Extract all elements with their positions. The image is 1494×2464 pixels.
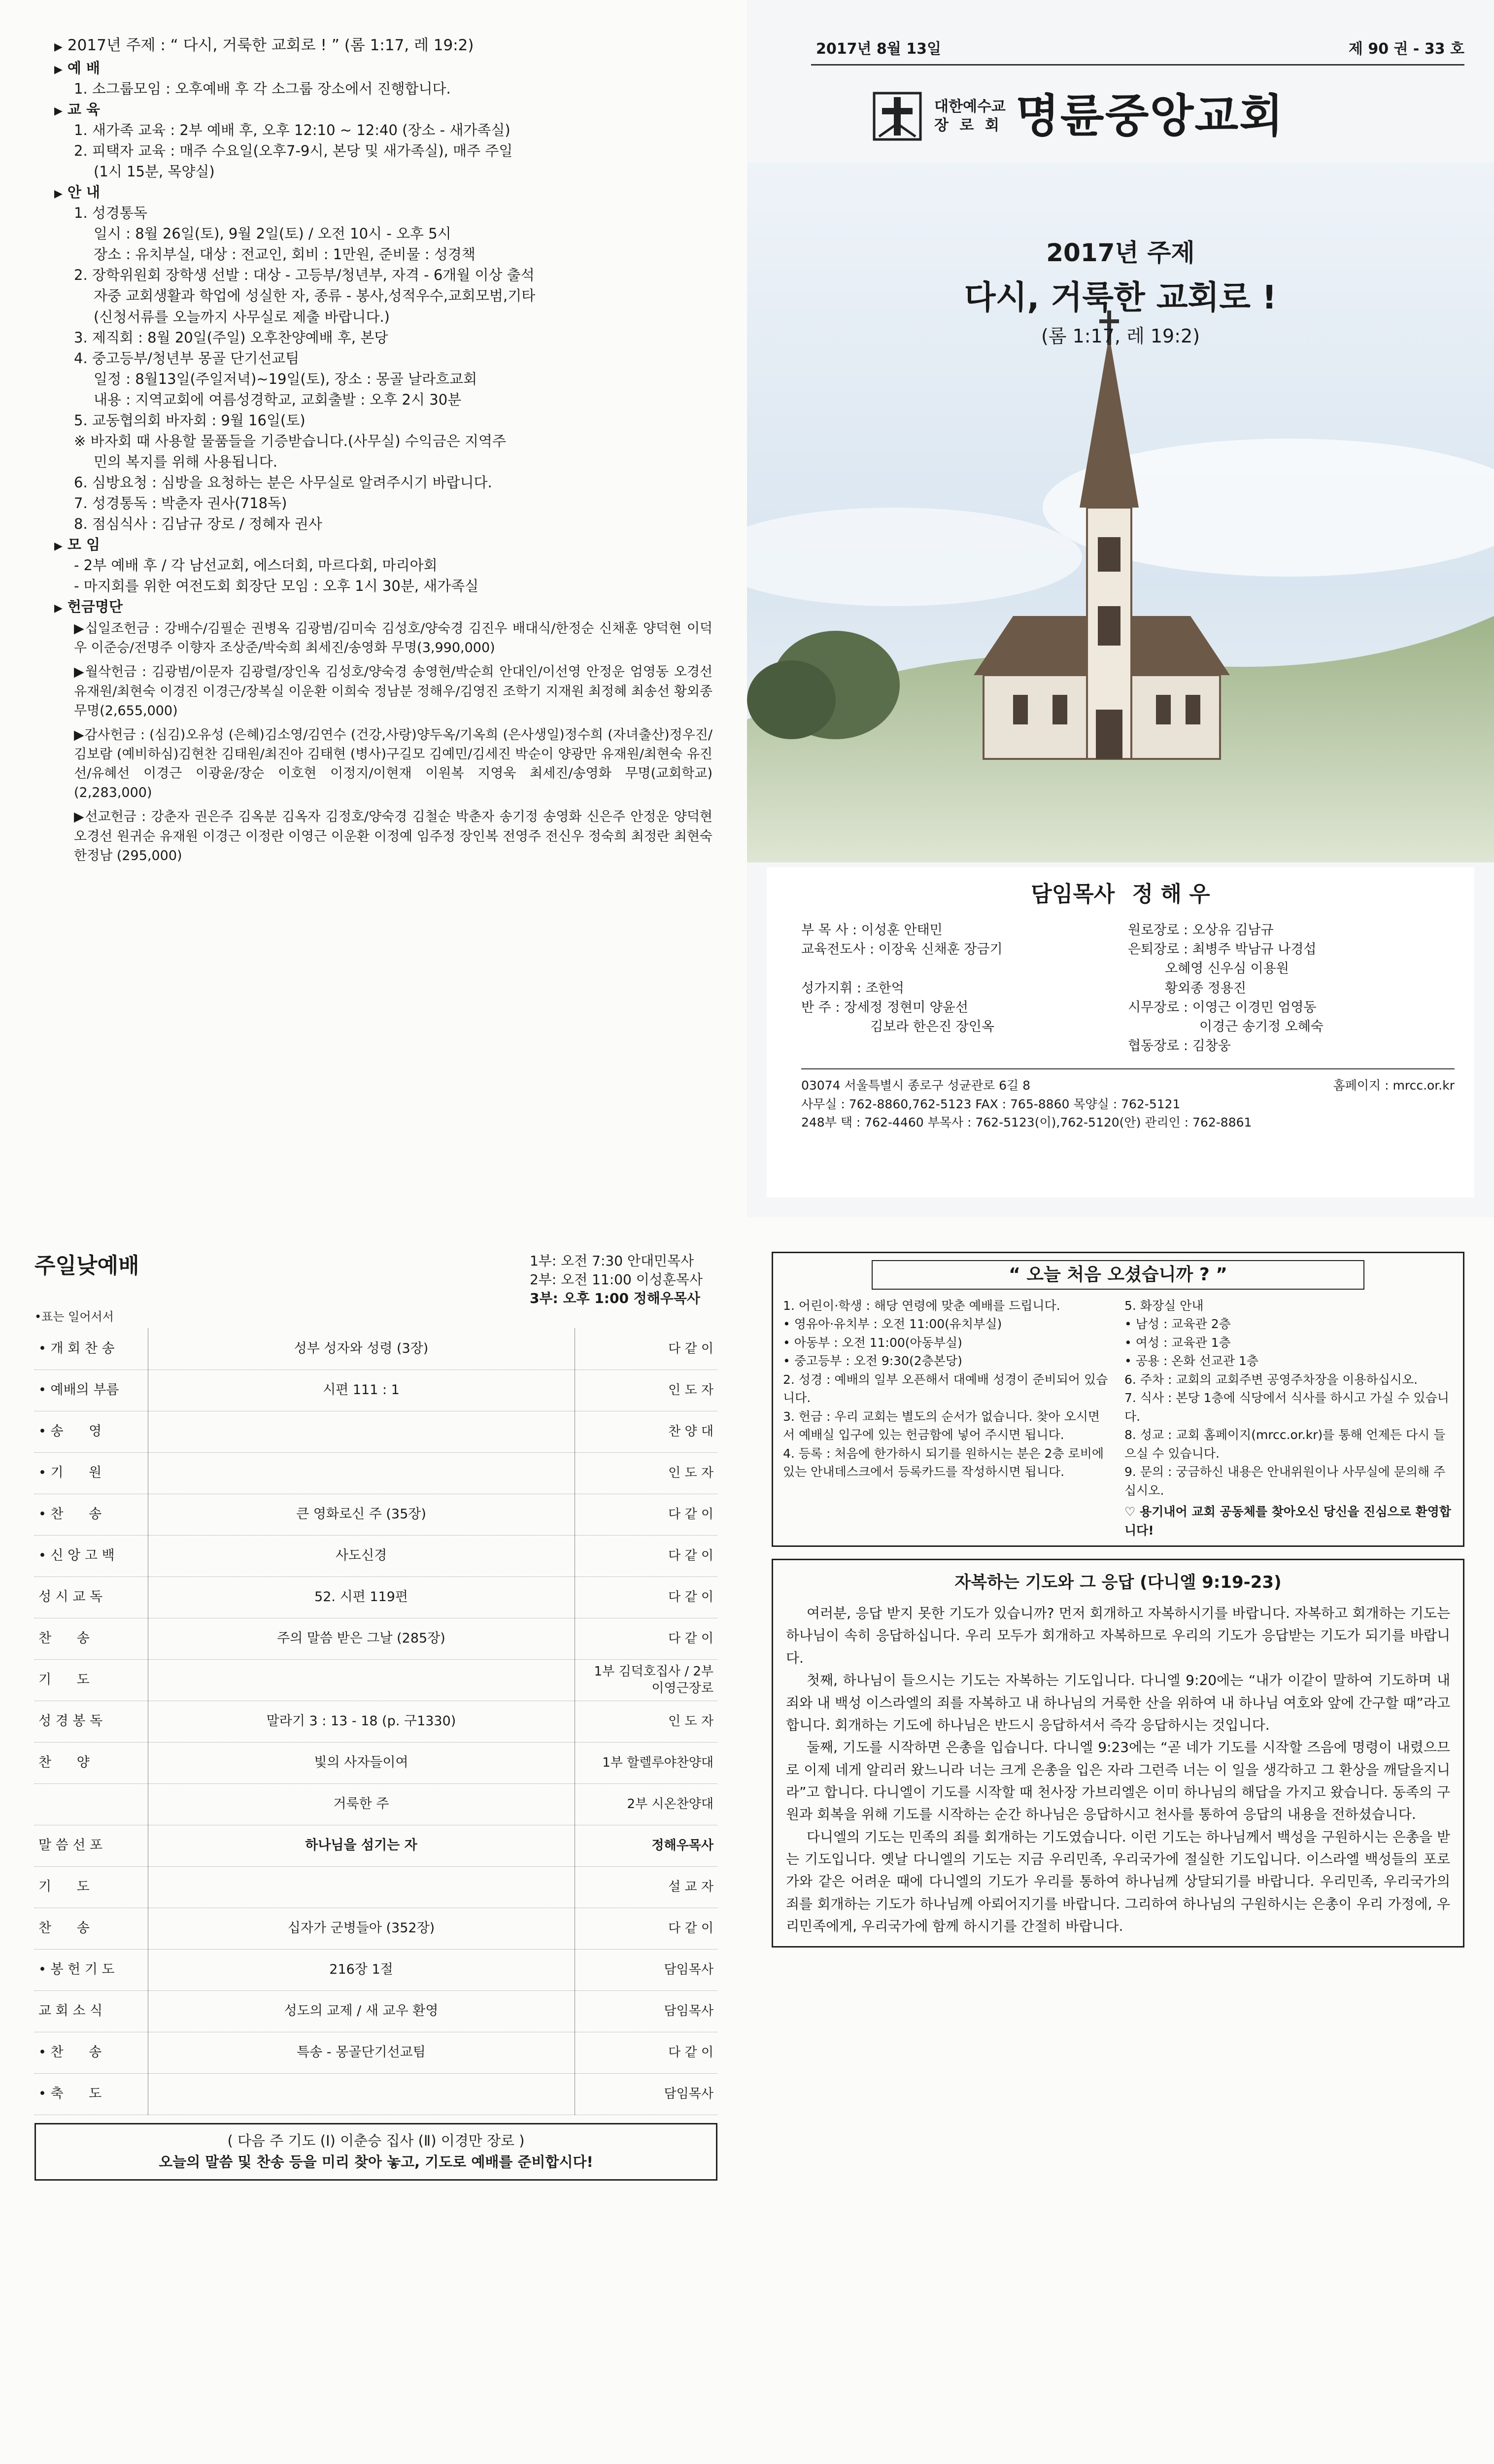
order-label: 찬 양 — [38, 1755, 90, 1771]
notice-item: 7. 성경통독 : 박춘자 권사(718독) — [74, 494, 287, 512]
cover-page — [747, 0, 1494, 1217]
welcome-item: 4. 등록 : 처음에 한가하시 되기를 원하시는 분은 2층 로비에 있는 안내데스크에서 등록카드를 작성하시면 됩니다. — [783, 1446, 1104, 1479]
sermon-paragraph: 둘째, 기도를 시작하면 은총을 입습니다. 다니엘 9:23에는 “곧 네가 기도를 시작할 즈음에 명령이 내렸으므로 이제 네게 알리러 왔느니라 너는 크게 은총을 입은 자라 그런즉 너는 이 일을 생각하고 그 환상을 깨달을지니라”고 합니다. 다니엘이 기도를 시작할 때 천사장 가브리엘은 이미 하나님의 해답을 가지고 왔습니다. 동족의 구원과 회복을 위해 기도를 시작하는 순간 하나님은 응답하시고 천사를 통하여 응답의 내용을 전하셨습니다. — [786, 1739, 1450, 1823]
order-row — [34, 1949, 717, 1990]
notice-item: 4. 중고등부/청년부 몽골 단기선교팀 — [74, 349, 300, 367]
welcome-item: 6. 주차 : 교회의 교회주변 공영주차장을 이용하십시오. — [1124, 1372, 1418, 1387]
order-row — [34, 1659, 717, 1701]
staff-cell: 오혜영 신우심 이용원 — [1165, 961, 1289, 977]
senior-pastor-label: 담임목사 — [1031, 882, 1115, 907]
order-performer: 다 같 이 — [668, 1589, 713, 1605]
page-title: 주일낮예배 — [34, 1253, 139, 1278]
address-line: 사무실 : 762-8860,762-5123 FAX : 765-8860 목양실 : 762-5121 — [801, 1096, 1181, 1111]
staff-cell: 은퇴장로 : 최병주 박남규 나경섭 — [1128, 942, 1317, 958]
order-row — [34, 1618, 717, 1659]
order-performer: 인 도 자 — [668, 1382, 713, 1398]
welcome-right — [1124, 1297, 1453, 1540]
edu-item: 1. 새가족 교육 : 2부 예배 후, 오후 12:10 ~ 12:40 (장소 - 새가족실) — [74, 122, 510, 139]
triangle-icon: ▶ — [54, 188, 63, 201]
order-content: 시편 111 : 1 — [148, 1369, 575, 1411]
order-content — [148, 2073, 575, 2115]
order-performer: 담임목사 — [664, 1962, 713, 1977]
triangle-icon: ▶ — [54, 602, 63, 615]
order-performer: 2부 시온찬양대 — [627, 1796, 713, 1812]
staff-cell: 황외종 정용진 — [1165, 980, 1247, 996]
triangle-icon: ▶ — [54, 41, 63, 53]
order-row — [34, 1825, 717, 1866]
notice-item: 1. 성경통독 — [74, 205, 147, 222]
order-content: 큰 영화로신 주 (35장) — [148, 1494, 575, 1535]
calendar-missions-page — [747, 2434, 1494, 2464]
order-label: • 예배의 부름 — [38, 1382, 119, 1398]
order-label: • 신 앙 고 백 — [38, 1548, 115, 1564]
order-label: 찬 송 — [38, 1920, 90, 1936]
address-line: 248부 택 : 762-4460 부목사 : 762-5123(이),762-5120(안) 관리인 : 762-8861 — [801, 1115, 1252, 1130]
order-label: • 찬 송 — [38, 1506, 102, 1522]
notice-item: 민의 복지를 위해 사용됩니다. — [94, 453, 278, 470]
notice-item: ※ 바자회 때 사용할 물품들을 기증받습니다.(사무실) 수익금은 지역주 — [74, 432, 507, 449]
welcome-item: 1. 어린이·학생 : 해당 연령에 맞춘 예배를 드립니다. — [783, 1298, 1060, 1313]
meeting-item: - 2부 예배 후 / 각 남선교회, 에스더회, 마르다회, 마리아회 — [74, 557, 438, 574]
order-label: 교 회 소 식 — [38, 2003, 103, 2019]
triangle-icon: ▶ — [54, 63, 63, 76]
section-notice: 안 내 — [67, 184, 101, 201]
order-content: 사도신경 — [148, 1535, 575, 1576]
welcome-item: 8. 성교 : 교회 홈페이지(mrcc.or.kr)를 통해 언제든 다시 들으실 수 있습니다. — [1124, 1428, 1446, 1461]
order-content: 십자가 군병들아 (352장) — [148, 1908, 575, 1949]
address-line: 03074 서울특별시 종로구 성균관로 6길 8 — [801, 1078, 1031, 1093]
order-content — [148, 1866, 575, 1908]
order-content: 거룩한 주 — [148, 1783, 575, 1825]
order-content — [148, 1659, 575, 1701]
order-content: 216장 1절 — [148, 1949, 575, 1990]
order-row — [34, 1701, 717, 1742]
order-label — [34, 1783, 148, 1825]
order-performer: 1부 김덕호집사 / 2부 이영근장로 — [594, 1664, 713, 1696]
notice-item: 장소 : 유치부실, 대상 : 전교인, 회비 : 1만원, 준비물 : 성경책 — [94, 246, 475, 263]
order-label: • 봉 헌 기 도 — [38, 1962, 115, 1978]
order-performer: 다 같 이 — [668, 1341, 713, 1356]
staff-cell: 교육전도사 : 이장욱 신채훈 장금기 — [801, 942, 1003, 958]
order-content: 성부 성자와 성령 (3장) — [148, 1328, 575, 1369]
section-offerings: 헌금명단 — [67, 598, 123, 616]
notice-item: 8. 점심식사 : 김남규 장로 / 정혜자 권사 — [74, 515, 322, 532]
welcome-item: 7. 식사 : 본당 1층에 식당에서 식사를 하시고 가실 수 있습니다. — [1124, 1391, 1449, 1424]
order-performer: 다 같 이 — [668, 1631, 713, 1646]
sermon-page — [747, 1217, 1494, 2434]
theme-line: 2017년 주제 : “ 다시, 거룩한 교회로 ! ” (롬 1:17, 레 19:2) — [67, 36, 474, 54]
order-content: 하나님을 섬기는 자 — [148, 1825, 575, 1866]
order-performer: 다 같 이 — [668, 2045, 713, 2060]
welcome-item: 3. 헌금 : 우리 교회는 별도의 순서가 없습니다. 찾아 오시면서 예배실 입구에 있는 헌금함에 넣어 주시면 됩니다. — [783, 1409, 1100, 1442]
offering-block: ▶감사헌금 : (심김)오유성 (은혜)김소영/김연수 (건강,사랑)양두옥/기옥희 (은사생일)정수희 (자녀출산)정우진/김보람 (예비하심)김현찬 김태원/최진아 김태현 (병사)구길모 김예민/김세진 박순이 양광만 유재원/최현숙 유진선/유혜선 이경근 이광윤/장순 이호현 이정지/이현재 이원복 지영욱 최세진/송영화 무명(교회학교)(2,283,000) — [74, 727, 713, 801]
bulletin-volume: 제 90 권 - 33 호 — [1348, 40, 1464, 58]
welcome-item: • 영유아·유치부 : 오전 11:00(유치부실) — [783, 1317, 1002, 1332]
worship-item: 1. 소그룹모임 : 오후예배 후 각 소그룹 장소에서 진행합니다. — [74, 80, 451, 97]
denomination-line: 대한예수교 — [934, 98, 1006, 116]
next-prayer: ( 다음 주 기도 (Ⅰ) 이춘승 집사 (Ⅱ) 이경만 장로 ) — [227, 2132, 525, 2149]
order-performer: 인 도 자 — [668, 1465, 713, 1480]
order-row — [34, 1494, 717, 1535]
section-meeting: 모 임 — [67, 536, 101, 553]
stand-note: •표는 일어서서 — [34, 1310, 114, 1324]
order-performer: 정해우목사 — [651, 1838, 713, 1853]
order-label: 기 도 — [38, 1672, 90, 1688]
welcome-item: • 공용 : 온화 선교관 1층 — [1124, 1354, 1259, 1369]
church-address — [801, 1068, 1455, 1132]
order-label: 성 경 봉 독 — [38, 1713, 103, 1729]
welcome-title: “ 오늘 처음 오셨습니까 ? ” — [872, 1260, 1364, 1290]
prepare-note: 오늘의 말씀 및 찬송 등을 미리 찾아 놓고, 기도로 예배를 준비합시다! — [159, 2154, 593, 2171]
order-label: • 기 원 — [38, 1465, 102, 1481]
staff-cell: 시무장로 : 이영근 이경민 엄영동 — [1128, 999, 1317, 1015]
church-logo-icon — [870, 89, 924, 143]
offering-block: ▶십일조헌금 : 강배수/김필순 권병옥 김광범/김미숙 김성호/양숙경 김진우 배대식/한정순 신채훈 양덕현 이덕우 이준승/전명주 이향자 조상준/박숙희 최세진/송영화 무명(3,990,000) — [74, 621, 713, 656]
welcome-item: • 여성 : 교육관 1층 — [1124, 1335, 1231, 1350]
notice-item: 내용 : 지역교회에 여름성경학교, 교회출발 : 오후 2시 30분 — [94, 391, 462, 408]
order-row — [34, 1990, 717, 2032]
bulletin-date: 2017년 8월 13일 — [816, 40, 941, 58]
order-performer: 담임목사 — [664, 2086, 713, 2101]
staff-cell: 반 주 : 장세정 정현미 양윤선 — [801, 999, 968, 1015]
service-time: 1부: 오전 7:30 안대민목사 — [529, 1253, 694, 1269]
staff-list — [801, 921, 1455, 1056]
staff-cell: 김보라 한은진 장인옥 — [870, 1019, 994, 1034]
offering-block: ▶선교헌금 : 강춘자 권은주 김옥분 김옥자 김정호/양숙경 김철순 박춘자 송기정 송영화 신은주 안정운 양덕현 오경선 원귀순 유재원 이경근 이정란 이영근 이운환 이정예 임주정 장인복 전영주 전신우 정숙희 최정란 최현숙 한정남 (295,000) — [74, 809, 713, 863]
order-row — [34, 1576, 717, 1618]
notice-list — [54, 203, 713, 534]
order-performer: 다 같 이 — [668, 1920, 713, 1936]
order-row — [34, 1742, 717, 1783]
welcome-item: 9. 문의 : 궁금하신 내용은 안내위원이나 사무실에 문의해 주십시오. — [1124, 1465, 1446, 1498]
staff-cell: 부 목 사 : 이성훈 안태민 — [801, 923, 943, 938]
order-row — [34, 2073, 717, 2115]
order-content: 말라기 3 : 13 - 18 (p. 구1330) — [148, 1701, 575, 1742]
order-label: 찬 송 — [38, 1631, 90, 1646]
staff-cell: 성가지휘 : 조한억 — [801, 980, 904, 996]
order-label: • 찬 송 — [38, 2045, 102, 2060]
order-content: 성도의 교제 / 새 교우 환영 — [148, 1990, 575, 2032]
order-content: 특송 - 몽골단기선교팀 — [148, 2032, 575, 2073]
notice-item: (신청서류를 오늘까지 사무실로 제출 바랍니다.) — [94, 308, 390, 325]
order-performer: 설 교 자 — [668, 1879, 713, 1894]
order-label: 말 씀 선 포 — [38, 1838, 103, 1853]
edu-list — [54, 120, 713, 182]
welcome-item: 2. 성경 : 예배의 일부 오픈해서 대예배 성경이 준비되어 있습니다. — [783, 1372, 1108, 1405]
sermon-paragraph: 다니엘의 기도는 민족의 죄를 회개하는 기도였습니다. 이런 기도는 하나님께서 백성을 구원하시는 은총을 받는 기도입니다. 옛날 다니엘의 기도는 지금 우리민족, 우리국가에 절실한 기도입니다. 이스라엘 백성들의 포로가와 같은 어려운 때에 다니엘의 기도가 우리를 통하여 하나님께 상달되기를 바랍니다. 우리민족, 우리국가의 죄를 회개하는 기도가 하나님께 아뢰어지기를 바랍니다. 그리하여 하나님의 구원하시는 은총이 우리 가정에, 우리민족에게, 우리국가에 함께 하시기를 간절히 바랍니다. — [786, 1828, 1450, 1935]
staff-cell: 이경근 송기정 오혜숙 — [1199, 1019, 1324, 1034]
sunday-order-table — [34, 1328, 717, 2115]
notice-item: 일시 : 8월 26일(토), 9월 2일(토) / 오전 10시 - 오후 5시 — [94, 225, 451, 242]
order-performer: 1부 할렐루야찬양대 — [602, 1755, 713, 1770]
announcements-page — [0, 0, 747, 1217]
theme-title: 다시, 거룩한 교회로 ! — [964, 278, 1277, 316]
notice-item: 6. 심방요청 : 심방을 요청하는 분은 사무실로 알려주시기 바랍니다. — [74, 474, 492, 491]
service-times — [530, 1252, 703, 1307]
offering-block: ▶월삭헌금 : 김광범/이문자 김광렬/장인옥 김성호/양숙경 송영현/박순희 안대인/이선영 안정운 엄영동 오경선 유재원/최현숙 이경진 이경근/장복실 이운환 이희숙 정남분 정해우/김영진 조학기 지재원 최정혜 최송선 황외종 무명(2,655,000) — [74, 664, 713, 719]
order-content: 주의 말씀 받은 그날 (285장) — [148, 1618, 575, 1659]
order-performer: 인 도 자 — [668, 1713, 713, 1729]
denomination-line: 장 로 회 — [934, 116, 1002, 134]
order-content — [148, 1452, 575, 1494]
sermon-title: 자복하는 기도와 그 응답 (다니엘 9:19-23) — [954, 1573, 1282, 1593]
order-label: • 축 도 — [38, 2086, 102, 2102]
senior-pastor-name: 정 해 우 — [1132, 882, 1210, 907]
notice-item: 3. 제직회 : 8월 20일(주일) 오후찬양예배 후, 본당 — [74, 329, 388, 346]
triangle-icon: ▶ — [54, 540, 63, 553]
notice-item: 자중 교회생활과 학업에 성실한 자, 종류 - 봉사,성적우수,교회모범,기타 — [94, 287, 536, 305]
homepage: 홈페이지 : mrcc.or.kr — [1333, 1078, 1455, 1093]
order-row — [34, 1369, 717, 1411]
notice-item: 일정 : 8월13일(주일저녁)~19일(토), 장소 : 몽골 날라흐교회 — [94, 370, 477, 387]
order-performer: 담임목사 — [664, 2003, 713, 2019]
order-row — [34, 2032, 717, 2073]
order-performer: 다 같 이 — [668, 1548, 713, 1563]
sermon-paragraph: 여러분, 응답 받지 못한 기도가 있습니까? 먼저 회개하고 자복하시기를 바랍니다. 자복하고 회개하는 기도는 하나님이 속히 응답하십니다. 우리 모두가 회개하고 자복하므로 우리의 기도가 응답받는 기도가 되기를 바랍니다. — [786, 1605, 1450, 1666]
welcome-left — [783, 1297, 1112, 1540]
staff-cell: 원로장로 : 오상유 김남규 — [1128, 923, 1274, 938]
staff-cell: 협동장로 : 김창웅 — [1128, 1038, 1231, 1054]
welcome-item: 5. 화장실 안내 — [1124, 1298, 1204, 1313]
welcome-item: • 아동부 : 오전 11:00(아동부실) — [783, 1335, 962, 1350]
welcome-item: • 중고등부 : 오전 9:30(2층본당) — [783, 1354, 962, 1369]
welcome-item: • 남성 : 교육관 2층 — [1124, 1317, 1231, 1332]
order-row — [34, 1908, 717, 1949]
section-education: 교 육 — [67, 101, 101, 118]
order-content: 52. 시편 119편 — [148, 1576, 575, 1618]
order-row — [34, 1411, 717, 1452]
notice-item: 5. 교동협의회 바자회 : 9월 16일(토) — [74, 411, 306, 429]
order-label: 기 도 — [38, 1879, 90, 1895]
sermon-paragraph: 첫째, 하나님이 들으시는 기도는 자복하는 기도입니다. 다니엘 9:20에는 “내가 이같이 말하여 기도하며 내 죄와 내 백성 이스라엘의 죄를 자복하고 내 하나님의 거룩한 산을 위하여 내 하나님 여호와 앞에 간구할 때”라고 합니다. 회개하는 기도에 하나님은 반드시 응답하셔서 즉각 응답하시는 것입니다. — [786, 1672, 1450, 1733]
sunday-worship-page — [0, 1217, 747, 2434]
order-label: • 개 회 찬 송 — [38, 1341, 115, 1356]
church-name: 명륜중앙교회 — [1015, 90, 1285, 142]
edu-item: 2. 피택자 교육 : 매주 수요일(오후7-9시, 본당 및 새가족실), 매주 주일 — [74, 142, 513, 160]
order-label: • 송 영 — [38, 1424, 102, 1439]
edu-item: (1시 15분, 목양실) — [94, 163, 215, 180]
service-time: 3부: 오후 1:00 정해우목사 — [529, 1290, 700, 1306]
order-label: 성 시 교 독 — [38, 1589, 103, 1605]
triangle-icon: ▶ — [54, 105, 63, 118]
theme-year: 2017년 주제 — [1046, 239, 1195, 267]
service-time: 2부: 오전 11:00 이성훈목사 — [529, 1271, 703, 1288]
section-worship: 예 배 — [67, 59, 101, 76]
order-row — [34, 1783, 717, 1825]
order-content — [148, 1411, 575, 1452]
order-performer: 찬 양 대 — [668, 1424, 713, 1439]
order-row — [34, 1866, 717, 1908]
order-content: 빛의 사자들이여 — [148, 1742, 575, 1783]
order-row — [34, 1328, 717, 1369]
theme-reference: (롬 1:17, 레 19:2) — [1041, 325, 1200, 347]
evening-services-page — [0, 2434, 747, 2464]
welcome-footer: ♡ 용기내어 교회 공동체를 찾아오신 당신을 진심으로 환영합니다! — [1124, 1505, 1451, 1538]
order-performer: 다 같 이 — [668, 1506, 713, 1522]
order-row — [34, 1535, 717, 1576]
order-row — [34, 1452, 717, 1494]
meeting-item: - 마지회를 위한 여전도회 회장단 모임 : 오후 1시 30분, 새가족실 — [74, 578, 479, 595]
notice-item: 2. 장학위원회 장학생 선발 : 대상 - 고등부/청년부, 자격 - 6개월 이상 출석 — [74, 267, 535, 284]
